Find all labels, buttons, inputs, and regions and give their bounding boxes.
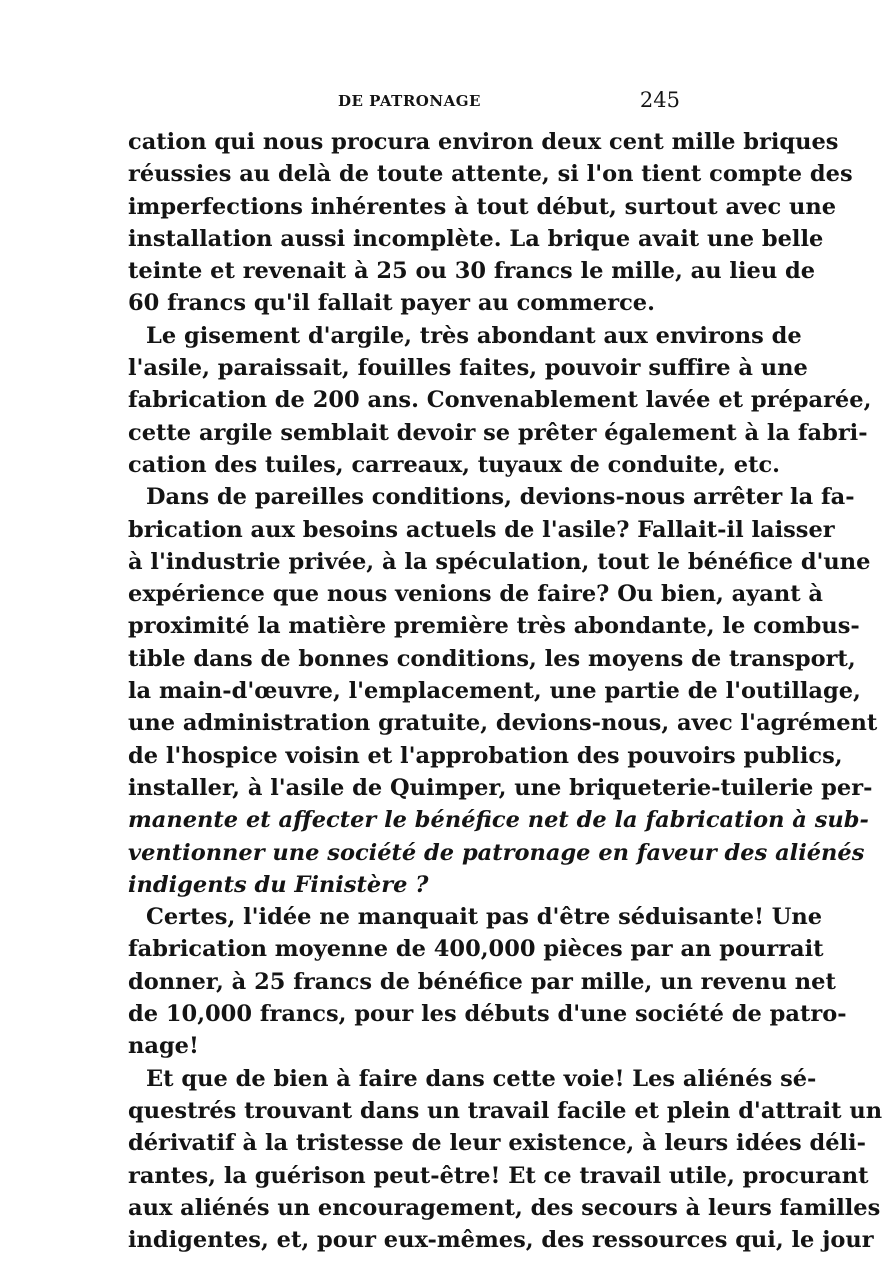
page-number: 245	[639, 88, 680, 112]
text-line: nage!	[128, 1033, 199, 1060]
text-line: cette argile semblait devoir se prêter également à la fabri-	[128, 419, 868, 446]
text-line: fabrication de 200 ans. Convenablement lavée et préparée,	[128, 387, 872, 414]
text-line: manente et affecter le bénéfice net de la fabrication à sub-	[128, 807, 869, 834]
text-line: brication aux besoins actuels de l'asile? Fallait-il laisser	[128, 516, 835, 543]
text-line: Dans de pareilles conditions, devions-nous arrêter la fa-	[146, 484, 855, 511]
text-line: la main-d'œuvre, l'emplacement, une partie de l'outillage,	[128, 678, 861, 705]
text-line: imperfections inhérentes à tout début, surtout avec une	[128, 193, 837, 220]
text-line: Et que de bien à faire dans cette voie! Les aliénés sé-	[146, 1065, 817, 1092]
text-line: installer, à l'asile de Quimper, une briqueterie-tuilerie per-	[128, 774, 873, 801]
text-line: teinte et revenait à 25 ou 30 francs le mille, au lieu de	[128, 258, 816, 285]
text-line: réussies au delà de toute attente, si l'on tient compte des	[128, 161, 853, 188]
text-line: 60 francs qu'il fallait payer au commerce.	[128, 290, 655, 317]
text-line: Le gisement d'argile, très abondant aux environs de	[146, 322, 802, 349]
text-line: indigentes, et, pour eux-mêmes, des ressources qui, le jour	[128, 1227, 874, 1254]
text-line: à l'industrie privée, à la spéculation, tout le bénéfice d'une	[128, 548, 871, 575]
text-line: installation aussi incomplète. La brique avait une belle	[128, 225, 824, 252]
text-line: dérivatif à la tristesse de leur existence, à leurs idées déli-	[128, 1130, 866, 1157]
text-line: ventionner une société de patronage en faveur des aliénés	[128, 839, 865, 866]
text-line: donner, à 25 francs de bénéfice par mille, un revenu net	[128, 968, 836, 995]
text-line: indigents du Finistère ?	[128, 871, 429, 898]
text-line: l'asile, paraissait, fouilles faites, pouvoir suffire à une	[128, 355, 808, 382]
text-line: expérience que nous venions de faire? Ou bien, ayant à	[128, 581, 824, 608]
text-line: rantes, la guérison peut-être! Et ce travail utile, procurant	[128, 1162, 869, 1189]
body-text	[128, 126, 882, 1256]
text-line: tible dans de bonnes conditions, les moyens de transport,	[128, 645, 856, 672]
text-line: cation qui nous procura environ deux cent mille briques	[128, 129, 839, 155]
running-head: DE PATRONAGE	[338, 92, 481, 110]
text-line: de l'hospice voisin et l'approbation des pouvoirs publics,	[128, 742, 843, 769]
text-line: de 10,000 francs, pour les débuts d'une société de patro-	[128, 1001, 847, 1028]
text-line: aux aliénés un encouragement, des secours à leurs familles	[128, 1194, 881, 1221]
page-header	[128, 88, 680, 118]
text-line: proximité la matière première très abondante, le combus-	[128, 613, 860, 640]
text-line: fabrication moyenne de 400,000 pièces par an pourrait	[128, 936, 824, 963]
text-line: questrés trouvant dans un travail facile et plein d'attrait un	[128, 1097, 882, 1124]
text-line: Certes, l'idée ne manquait pas d'être séduisante! Une	[146, 904, 823, 931]
text-line: une administration gratuite, devions-nous, avec l'agrément	[128, 710, 878, 737]
text-line: cation des tuiles, carreaux, tuyaux de conduite, etc.	[128, 451, 780, 478]
